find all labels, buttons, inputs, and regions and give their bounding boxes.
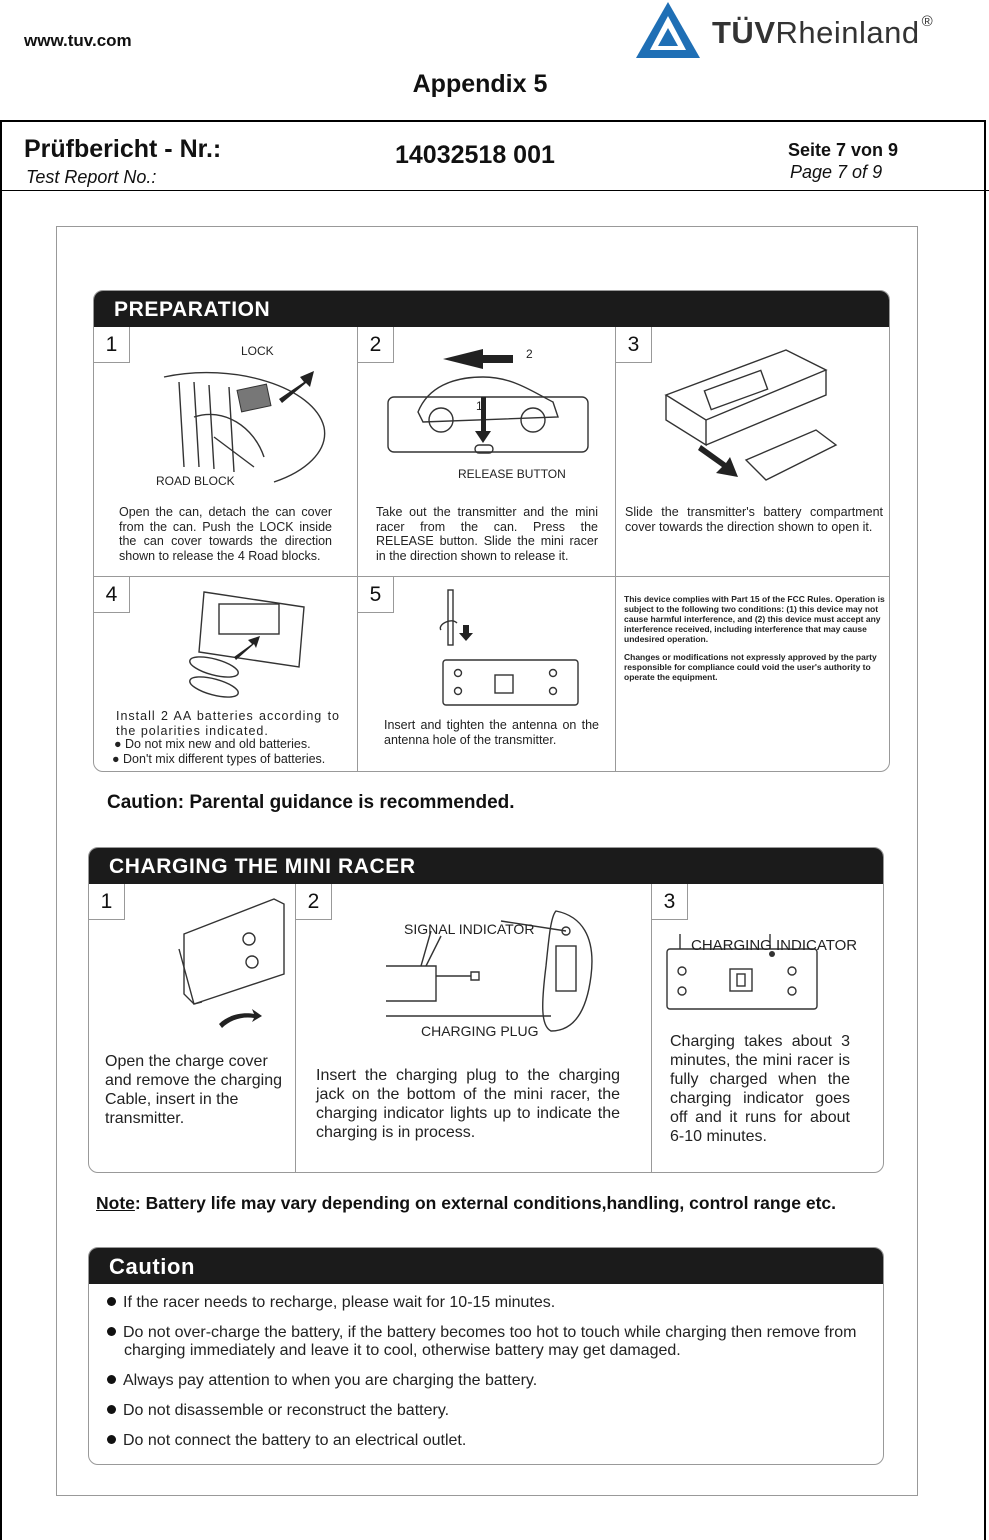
charging-title: CHARGING THE MINI RACER bbox=[89, 848, 883, 884]
battery-note: Note: Battery life may vary depending on external conditions,handling, control range etc. bbox=[96, 1193, 836, 1213]
step-number: 3 bbox=[616, 327, 652, 363]
release-button-label: RELEASE BUTTON bbox=[458, 467, 566, 481]
step-number: 4 bbox=[94, 577, 130, 613]
step-number: 2 bbox=[296, 884, 332, 920]
road-block-label: ROAD BLOCK bbox=[156, 474, 235, 488]
charging-indicator-label: CHARGING INDICATOR bbox=[691, 937, 858, 954]
charge-step-1 bbox=[89, 884, 296, 1172]
prep-step-3-text: Slide the transmitter's battery compartment cover towards the direction shown to open it. bbox=[625, 505, 883, 534]
prep-step-5-text: Insert and tighten the antenna on the antenna hole of the transmitter. bbox=[384, 718, 599, 747]
charge-step-2-text: Insert the charging plug to the charging jack on the bottom of the mini racer, the charging indicator lights up to indicate the charging is in process. bbox=[316, 1067, 620, 1141]
caution-item: Do not over-charge the battery, if the battery becomes too hot to touch while charging then remove from charging immediately and leave it to cool, otherwise battery may get damaged. bbox=[107, 1324, 864, 1360]
step-number: 5 bbox=[358, 577, 394, 613]
step-number: 1 bbox=[89, 884, 125, 920]
fcc-text-2: Changes or modifications not expressly approved by the party responsible for compliance could void the user's authority to operate the equipment. bbox=[624, 652, 877, 682]
prep-step-5 bbox=[358, 577, 616, 771]
lock-label: LOCK bbox=[241, 344, 274, 358]
report-label-en: Test Report No.: bbox=[26, 167, 157, 187]
prep-step-1-text: Open the can, detach the can cover from the can. Push the LOCK inside the can cover towards the direction shown to release the 4 Road blocks. bbox=[119, 505, 332, 563]
caution-item: Do not connect the battery to an electrical outlet. bbox=[107, 1432, 466, 1450]
charge-step-2 bbox=[296, 884, 652, 1172]
header-divider bbox=[0, 190, 989, 191]
page-number-en: Page 7 of 9 bbox=[790, 162, 883, 182]
prep-step-1 bbox=[94, 327, 358, 577]
caution-item: Do not disassemble or reconstruct the battery. bbox=[107, 1402, 449, 1420]
tuv-logo: TÜVRheinland ® bbox=[712, 13, 934, 50]
tuv-logo-triangle-icon bbox=[634, 0, 702, 60]
antenna-illustration-icon bbox=[433, 585, 593, 710]
caution-title: Caution bbox=[89, 1248, 883, 1284]
charging-plug-label: CHARGING PLUG bbox=[421, 1023, 539, 1039]
step-number: 1 bbox=[94, 327, 130, 363]
report-number: 14032518 001 bbox=[395, 141, 555, 169]
prep-step-2 bbox=[358, 327, 616, 577]
step-number: 3 bbox=[652, 884, 688, 920]
signal-indicator-label: SIGNAL INDICATOR bbox=[404, 921, 535, 937]
car-release-illustration-icon bbox=[383, 347, 598, 467]
appendix-title: Appendix 5 bbox=[412, 70, 548, 98]
caution-item: If the racer needs to recharge, please wait for 10-15 minutes. bbox=[107, 1294, 555, 1312]
preparation-title: PREPARATION bbox=[94, 291, 889, 327]
step-number: 2 bbox=[358, 327, 394, 363]
preparation-panel bbox=[93, 290, 890, 772]
page-number-de: Seite 7 von 9 bbox=[788, 140, 899, 160]
charge-cover-illustration-icon bbox=[174, 894, 294, 1039]
prep-step-4-text: Install 2 AA batteries according to the polarities indicated. bbox=[116, 709, 340, 738]
caution-panel bbox=[88, 1247, 884, 1465]
can-lock-illustration-icon bbox=[154, 357, 334, 487]
battery-cover-illustration-icon bbox=[656, 345, 876, 495]
battery-install-illustration-icon bbox=[184, 582, 324, 707]
site-url: www.tuv.com bbox=[24, 31, 132, 50]
prep-step-4-bullet-1: ● Do not mix new and old batteries. bbox=[114, 737, 311, 751]
charge-step-1-text: Open the charge cover and remove the charging Cable, insert in the transmitter. bbox=[105, 1053, 282, 1127]
fcc-text-1: This device complies with Part 15 of the FCC Rules. Operation is subject to the following two conditions: (1) this device may not cause harmful interference, and (2) this device must accept any interference received, including interference that may cause undesired operation. bbox=[624, 594, 885, 644]
caution-item: Always pay attention to when you are charging the battery. bbox=[107, 1372, 537, 1390]
parental-caution: Caution: Parental guidance is recommended. bbox=[107, 792, 515, 813]
prep-step-4-bullet-2: ● Don't mix different types of batteries. bbox=[112, 752, 326, 766]
label-1: 1 bbox=[476, 399, 483, 413]
charging-panel bbox=[88, 847, 884, 1173]
prep-step-3 bbox=[616, 327, 889, 577]
label-2: 2 bbox=[526, 347, 533, 361]
fcc-statement bbox=[616, 577, 889, 771]
prep-step-4 bbox=[94, 577, 358, 771]
charge-step-3 bbox=[652, 884, 883, 1172]
charge-step-3-text: Charging takes about 3 minutes, the mini racer is fully charged when the charging indicator goes off and it runs for about 6-10 minutes. bbox=[670, 1033, 850, 1145]
prep-step-2-text: Take out the transmitter and the mini racer from the can. Press the RELEASE button. Slide the mini racer in the direction shown to release it. bbox=[376, 505, 598, 563]
report-label-de: Prüfbericht - Nr.: bbox=[24, 135, 222, 163]
